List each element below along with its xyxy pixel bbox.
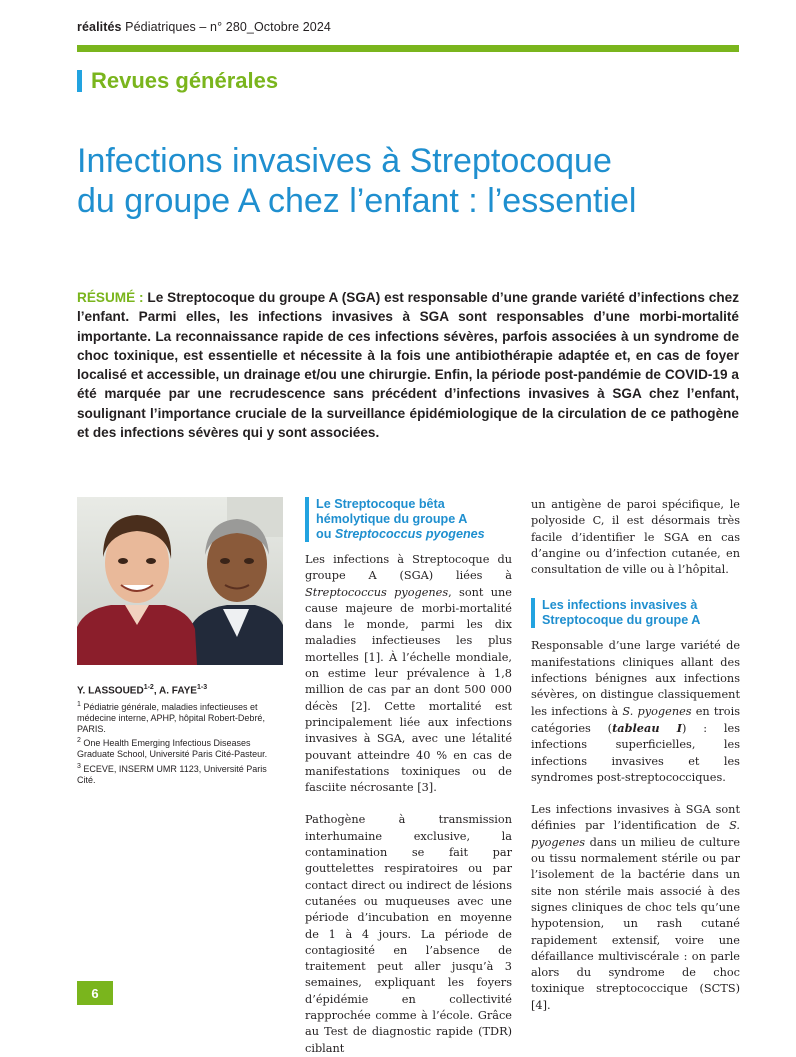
paragraph bbox=[531, 802, 740, 1014]
paragraph-text: Responsable d’une large variété de manifestations cliniques allant des infections bénignes aux infections sévères, on distingue classiquement les infections à bbox=[531, 639, 740, 718]
paragraph-text: Les infections invasives à SGA sont définies par l’identification de bbox=[531, 803, 740, 833]
affiliation-2-text: One Health Emerging Infectious Diseases Graduate School, Université Paris Cité-Pasteur. bbox=[77, 738, 268, 760]
page-number: 6 bbox=[77, 981, 113, 1005]
article-title bbox=[77, 141, 757, 221]
journal-header bbox=[77, 20, 331, 34]
header-rule bbox=[77, 45, 739, 52]
subheading-sga bbox=[305, 497, 512, 542]
section-heading bbox=[77, 68, 278, 94]
affiliation-2 bbox=[77, 735, 287, 760]
author-1-affil: 1-2 bbox=[143, 684, 154, 691]
subheading-marker bbox=[305, 497, 309, 542]
subheading-text bbox=[316, 497, 512, 542]
journal-brand: réalités bbox=[77, 20, 122, 34]
paragraph-text: Les infections à Streptocoque du groupe A (SGA) liées à bbox=[305, 553, 512, 583]
author-names bbox=[77, 682, 287, 697]
section-label: Revues générales bbox=[91, 68, 279, 93]
paragraph bbox=[305, 552, 512, 796]
journal-issue: Pédiatriques – n° 280_Octobre 2024 bbox=[121, 20, 331, 34]
paragraph: Pathogène à transmission interhumaine exclusive, la contamination se fait par gouttelettes respiratoires ou par contact direct ou indirect de lésions cutanées ou muqueuses avec une période d’incubation en moyenne de 1 à 4 jours. La période de contagiosité en l’absence de traitement peut aller jusqu’à 3 semaines, expliquant les foyers d’épidémie en collectivité rapprochée comme à l’école. Grâce au Test de diagnostic rapide (TDR) ciblant bbox=[305, 813, 512, 1055]
author-2-affil: 1-3 bbox=[196, 684, 208, 691]
species-name: S. pyogenes bbox=[531, 819, 740, 849]
subheading-species: Streptococcus pyogenes bbox=[334, 527, 485, 541]
species-name: S. pyogenes bbox=[622, 704, 692, 718]
paragraph-text: ) : les infections superficielles, les infections invasives et les syndromes post-streptococciques. bbox=[531, 721, 740, 784]
authors-photo-image bbox=[77, 497, 283, 665]
abstract bbox=[77, 288, 739, 442]
author-2: A. FAYE bbox=[159, 685, 197, 697]
paragraph-text: , sont une cause majeure de morbi-mortalité dans le monde, parmi les dix maladies infectieuses les plus mortelles [1]. À l’échelle mondiale, on estime leur prévalence à 1,8 million de cas par an dont 500 000 décès [2]. Cette mortalité est principalement liée aux infections invasives à SGA, avec une létalité pouvant atteindre 40 % en cas de manifestations toxiniques ou de fasciite nécrosante [3]. bbox=[305, 585, 512, 795]
abstract-text: Le Streptocoque du groupe A (SGA) est responsable d’une grande variété d’infections chez l’enfant. Parmi elles, les infections invasives à SGA sont responsables d’une morbi-mortalité importante. La reconnaissance rapide de ces infections sévères, parfois associées à un syndrome de choc toxinique, est essentielle et nécessite à la fois une antibiothérapie adaptée et, en cas de foyer localisé et accessible, un drainage et/ou une chirurgie. Enfin, la période post-pandémie de COVID-19 a été marquée par une recrudescence sans précédent d’infections invasives à SGA chez l’enfant, soulignant l’importance cruciale de la surveillance épidémiologique de la circulation de ce pathogène et des infections sévères qui y sont associées. bbox=[77, 290, 739, 441]
subheading-text: Les infections invasives à Streptocoque du groupe A bbox=[542, 598, 701, 628]
subheading-line-2: ou bbox=[316, 527, 335, 541]
paragraph-text: en trois catégories ( bbox=[531, 704, 740, 735]
subheading-invasive bbox=[531, 598, 740, 628]
species-name: Streptococcus pyogenes bbox=[305, 585, 449, 599]
affiliation-3 bbox=[77, 761, 287, 786]
body-column-2 bbox=[531, 497, 740, 1014]
affiliation-3-number: 3 bbox=[77, 762, 81, 770]
affiliation-1-text: Pédiatrie générale, maladies infectieuses et médecine interne, APHP, hôpital Robert-Debré, PARIS. bbox=[77, 701, 265, 734]
author-info bbox=[77, 682, 287, 786]
subheading-marker bbox=[531, 598, 535, 628]
affiliation-2-number: 2 bbox=[77, 737, 81, 745]
title-line-2: du groupe A chez l’enfant : l’essentiel bbox=[77, 182, 637, 220]
title-line-1: Infections invasives à Streptocoque bbox=[77, 142, 612, 180]
section-marker bbox=[77, 70, 82, 92]
authors-photo bbox=[77, 497, 283, 665]
affiliation-1 bbox=[77, 699, 287, 736]
author-separator: , bbox=[153, 685, 159, 697]
paragraph-text: dans un milieu de culture ou tissu normalement stérile ou par l’isolement de la bactérie dans un site non stérile mais associé à des signes cliniques de choc tels qu’une hypotension, un rash cutané rapidement extensif, voire une défaillance multiviscérale : on parle alors du syndrome de choc toxinique streptococcique (SCTS) [4]. bbox=[531, 835, 740, 1012]
subheading-line-1: Le Streptocoque bêta hémolytique du groupe A bbox=[316, 497, 468, 526]
author-1: Y. LASSOUED bbox=[77, 685, 144, 697]
paragraph bbox=[531, 638, 740, 786]
body-column-1 bbox=[305, 497, 512, 1057]
paragraph: un antigène de paroi spécifique, le polyoside C, il est désormais très facile d’identifier le SGA en cas d’angine ou d’infection cutanée, en consultation de ville ou à l’hôpital. bbox=[531, 498, 740, 577]
affiliation-1-number: 1 bbox=[77, 700, 81, 708]
table-reference[interactable]: tableau I bbox=[612, 720, 682, 735]
abstract-label: RÉSUMÉ : bbox=[77, 290, 144, 305]
affiliation-3-text: ECEVE, INSERM UMR 1123, Université Paris Cité. bbox=[77, 763, 267, 785]
